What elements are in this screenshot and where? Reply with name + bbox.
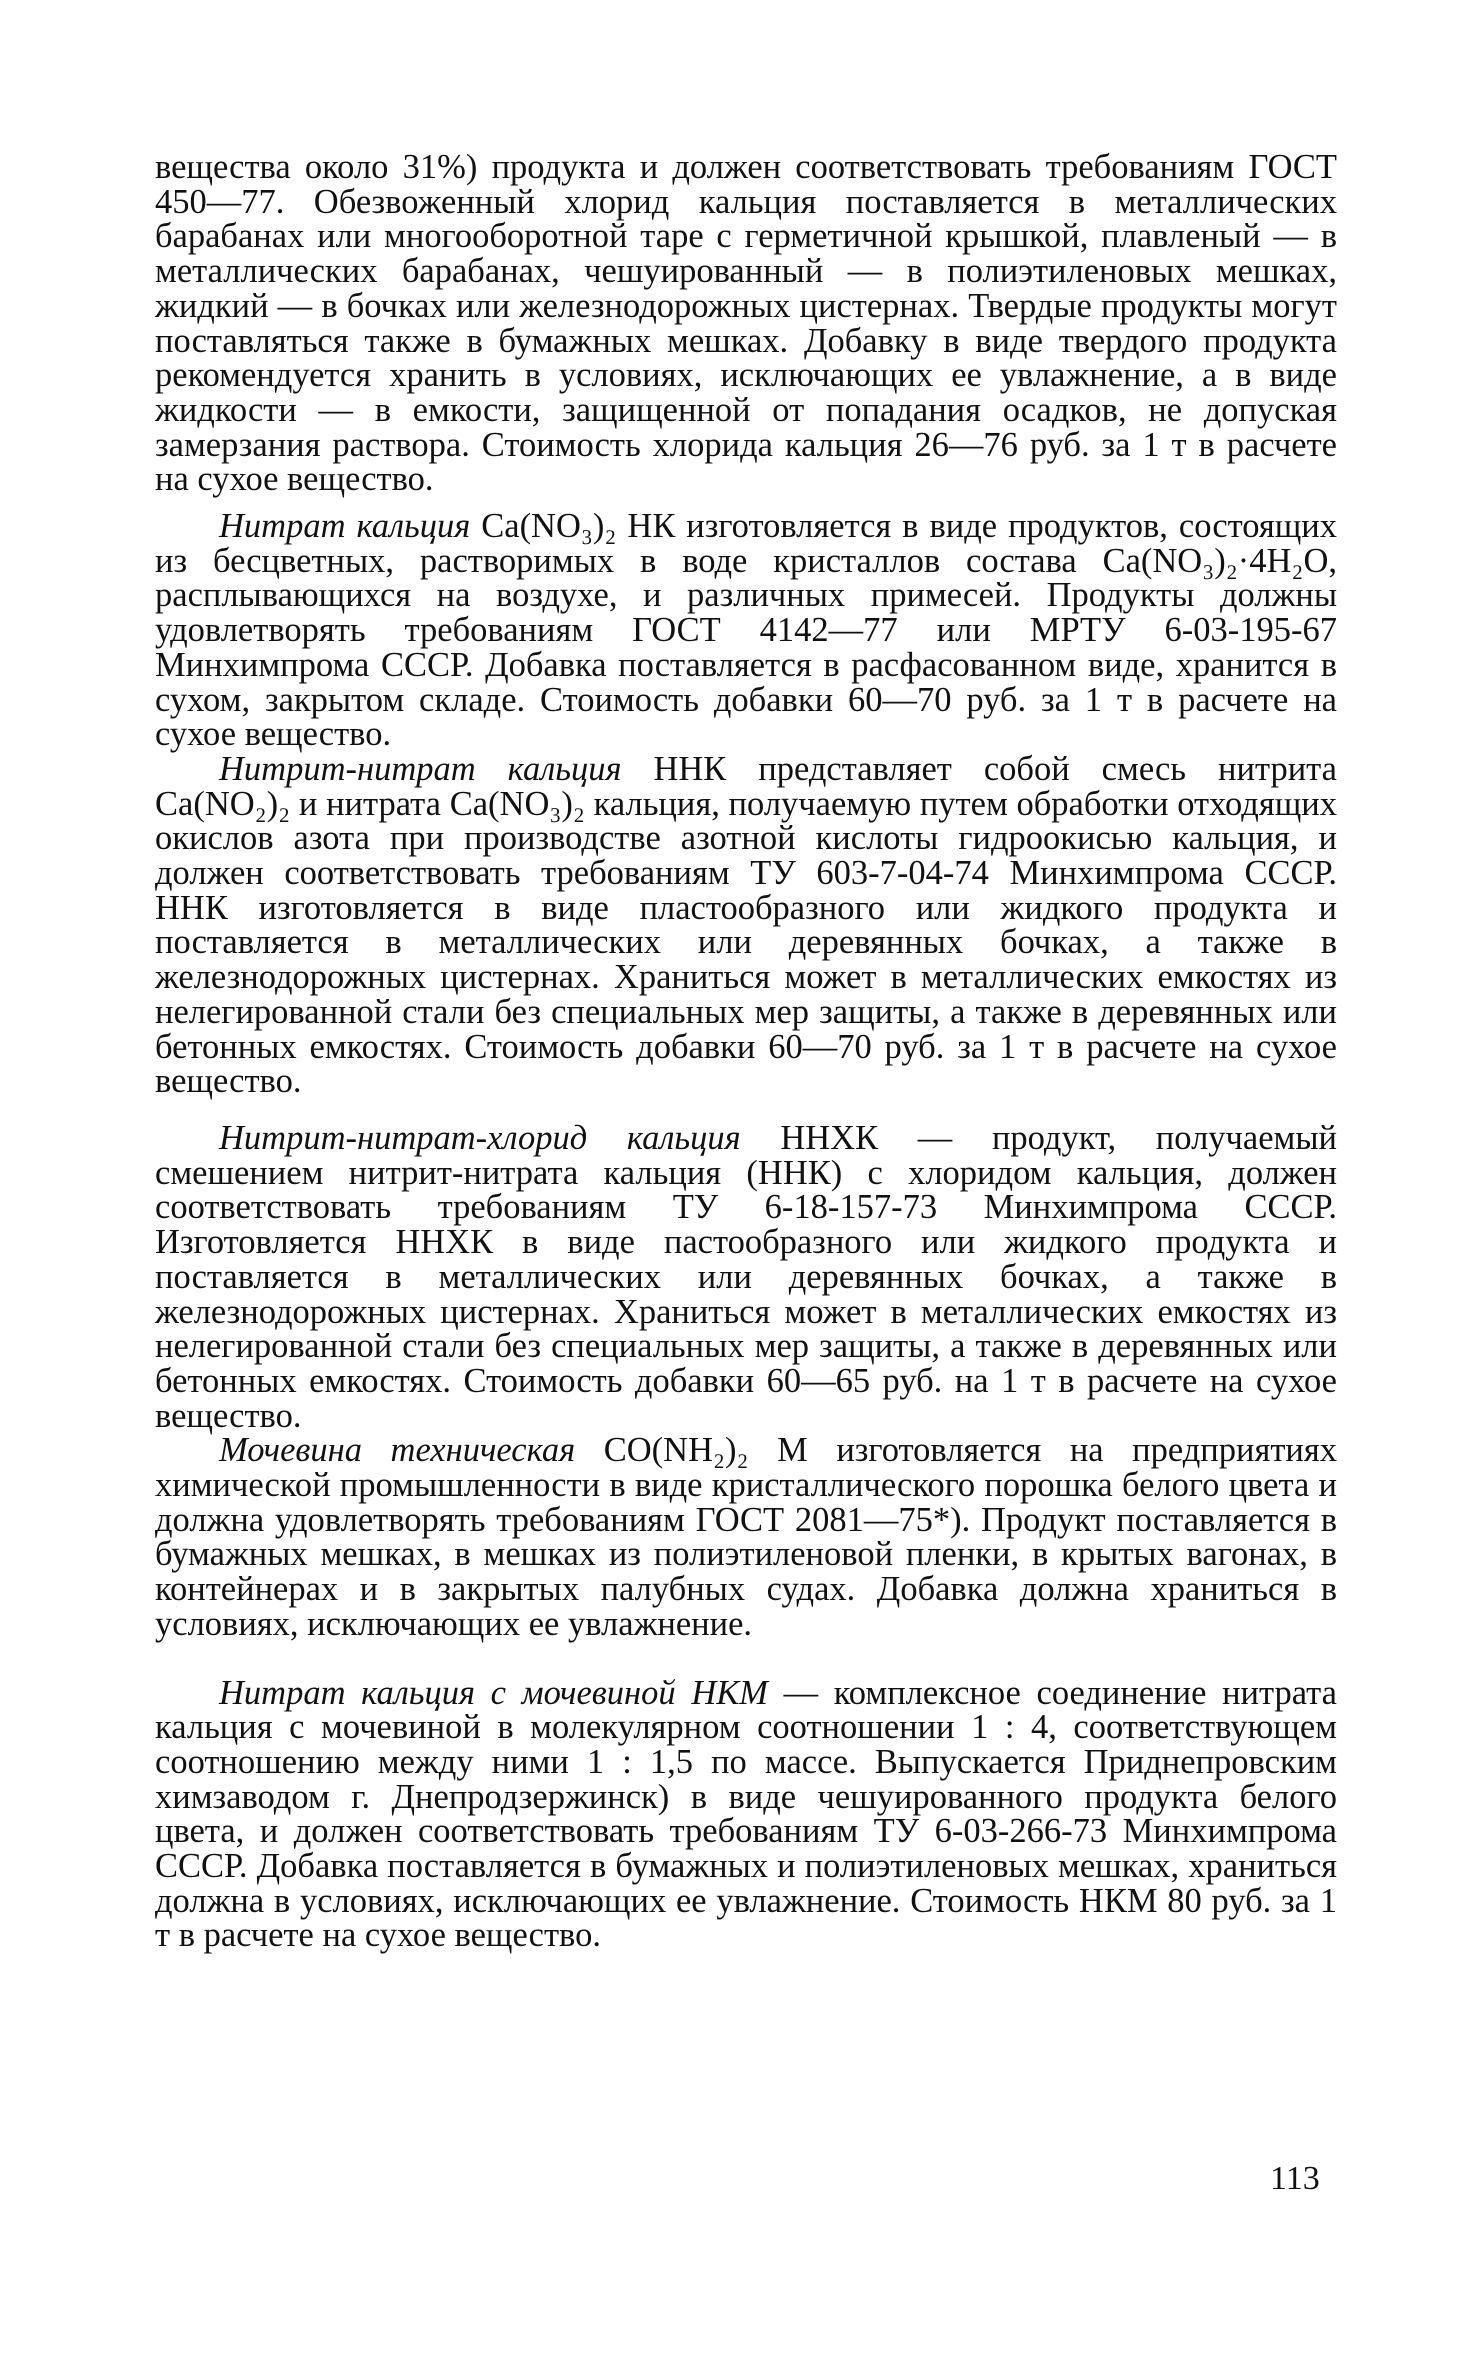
paragraph-text: CO(NH₂)₂ М изготовляется на предприятиях химической промышленности в виде кристаллического порошка белого цвета и должна удовлетворять требованиям ГОСТ 2081—75*). Продукт поставляется в бумажных мешках, в мешках из полиэтиленовой пленки, в крытых вагонах, в контейнерах и в закрытых палубных судах. Добавка должна храниться в условиях, исключающих ее увлажнение.: [155, 1431, 1338, 1643]
paragraph-text: ННК представляет собой смесь нитрита Ca(NO₂)₂ и нитрата Ca(NO₃)₂ кальция, получаемую путем обработки отходящих окислов азота при производстве азотной кислоты гидроокисью кальция, и должен соответствовать требованиям ТУ 603-7-04-74 Минхимпрома СССР. ННК изготовляется в виде пластообразного или жидкого продукта и поставляется в металлических или деревянных бочках, а также в железнодорожных цистернах. Храниться может в металлических емкостях из нелегированной стали без специальных мер защиты, а также в деревянных или бетонных емкостях. Стоимость добавки 60—70 руб. за 1 т в расчете на сухое вещество.: [155, 749, 1337, 1101]
paragraph-calcium-chloride-continued: [155, 150, 1337, 497]
paragraph-calcium-nitrate: [155, 509, 1337, 752]
paragraph-text: Ca(NO₃)₂ НК изготовляется в виде продуктов, состоящих из бесцветных, растворимых в воде кристаллов состава Ca(NO₃)₂·4H₂O, расплывающихся на воздухе, и различных примесей. Продукты должны удовлетворять требованиям ГОСТ 4142—77 или МРТУ 6-03-195-67 Минхимпрома СССР. Добавка поставляется в расфасованном виде, хранится в сухом, закрытом складе. Стоимость добавки 60—70 руб. за 1 т в расчете на сухое вещество.: [155, 507, 1337, 754]
page-body: [155, 150, 1337, 1953]
paragraph-lead: Мочевина техническая: [219, 1431, 576, 1470]
paragraph-urea: [155, 1433, 1337, 1641]
page-number: 113: [1270, 2160, 1320, 2197]
paragraph-text: — комплексное соединение нитрата кальция с мочевиной в молекулярном соотношении 1 : 4, соответствующем соотношению между ними 1 : 1,5 по массе. Выпускается Приднепровским химзаводом г. Днепродзержинск) в виде чешуированного продукта белого цвета, и должен соответствовать требованиям ТУ 6-03-266-73 Минхимпрома СССР. Добавка поставляется в бумажных и полиэтиленовых мешках, храниться должна в условиях, исключающих ее увлажнение. Стоимость НКМ 80 руб. за 1 т в расчете на сухое вещество.: [155, 1673, 1337, 1955]
paragraph-nkm: [155, 1673, 1337, 1955]
paragraph-lead: Нитрат кальция с мочевиной НКМ: [219, 1673, 768, 1712]
paragraph-lead: Нитрит-нитрат кальция: [219, 749, 622, 788]
paragraph-nitrite-nitrate: [155, 749, 1337, 1101]
paragraph-lead: Нитрат кальция: [219, 507, 471, 546]
paragraph-nitrite-nitrate-chloride: [155, 1118, 1337, 1435]
paragraph-text: ННХК — продукт, получаемый смешением нитрит-нитрата кальция (ННК) с хлоридом кальция, должен соответствовать требованиям ТУ 6-18-157-73 Минхимпрома СССР. Изготовляется ННХК в виде пастообразного или жидкого продукта и поставляется в металлических или деревянных бочках, а также в железнодорожных цистернах. Храниться может в металлических емкостях из нелегированной стали без специальных мер защиты, а также в деревянных или бетонных емкостях. Стоимость добавки 60—65 руб. на 1 т в расчете на сухое вещество.: [155, 1118, 1337, 1435]
paragraph-lead: Нитрит-нитрат-хлорид кальция: [219, 1118, 741, 1157]
paragraph-text: вещества около 31%) продукта и должен соответствовать требованиям ГОСТ 450—77. Обезвоженный хлорид кальция поставляется в металлических барабанах или многооборотной таре с герметичной крышкой, плавленый — в металлических барабанах, чешуированный — в полиэтиленовых мешках, жидкий — в бочках или железнодорожных цистернах. Твердые продукты могут поставляться также в бумажных мешках. Добавку в виде твердого продукта рекомендуется хранить в условиях, исключающих ее увлажнение, а в виде жидкости — в емкости, защищенной от попадания осадков, не допуская замерзания раствора. Стоимость хлорида кальция 26—76 руб. за 1 т в расчете на сухое вещество.: [155, 148, 1337, 499]
